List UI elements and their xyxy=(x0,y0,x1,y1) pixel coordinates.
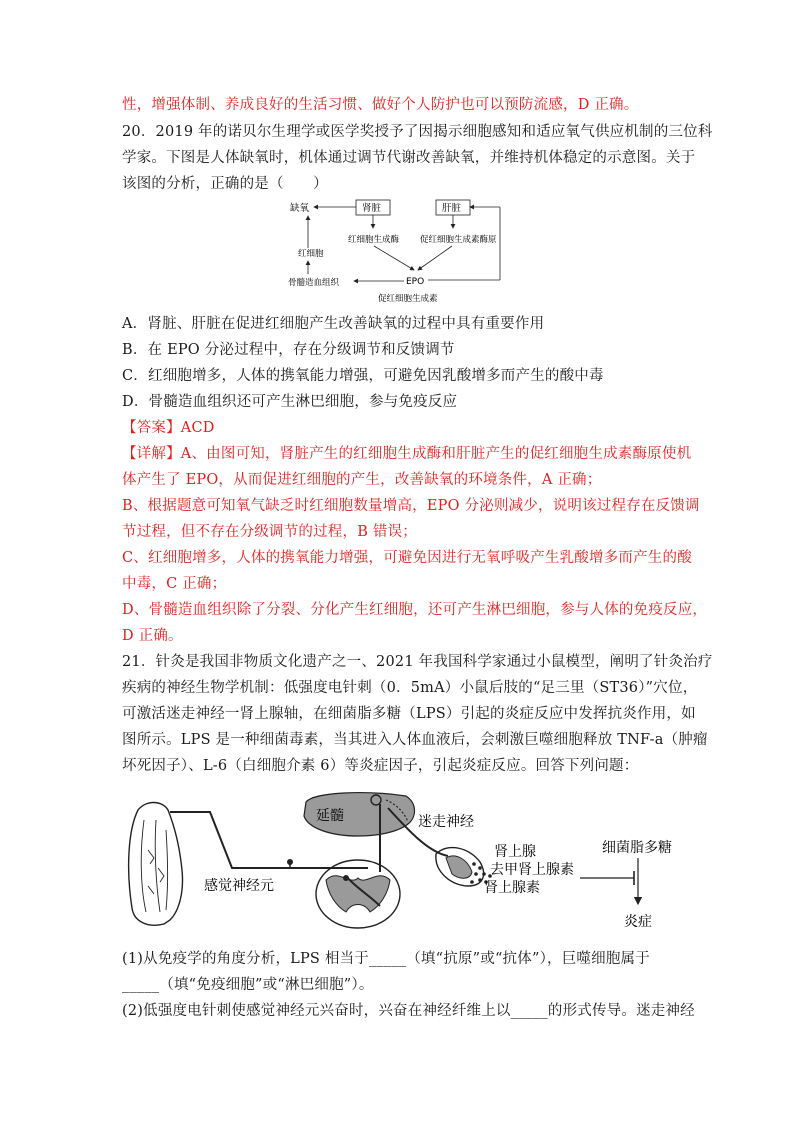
option-c: C．红细胞增多，人体的携氧能力增强，可避免因乳酸增多而产生的酸中毒 xyxy=(122,368,604,384)
vagus-label: 迷走神经 xyxy=(418,814,474,830)
explanation-line: D 正确。 xyxy=(122,628,183,644)
text-line: 该图的分析，正确的是（ ） xyxy=(122,176,328,192)
option-b: B．在 EPO 分泌过程中，存在分级调节和反馈调节 xyxy=(122,342,455,358)
sensory-neuron-label: 感觉神经元 xyxy=(204,878,274,894)
explanation-line: 体产生了 EPO，从而促进红细胞的产生，改善缺氧的环境条件，A 正确； xyxy=(122,472,602,488)
text-line: 性，增强体制、养成良好的生活习惯、做好个人防护也可以预防流感，D 正确。 xyxy=(122,97,639,113)
text-line: 可激活迷走神经一肾上腺轴，在细菌脂多糖（LPS）引起的炎症反应中发挥抗炎作用，如 xyxy=(122,706,696,722)
explanation-line: 节过程，但不存在分级调节的过程，B 错误； xyxy=(122,524,417,540)
rbc-label: 红细胞 xyxy=(298,249,324,259)
text-line: _____（填“免疫细胞”或“淋巴细胞”）。 xyxy=(122,977,374,993)
noradrenaline-label: 去甲肾上腺素 xyxy=(490,862,574,878)
text-line: 疾病的神经生物学机制：低强度电针刺（0．5mA）小鼠后肢的“足三里（ST36）”穴位， xyxy=(122,680,698,696)
question-20-stem: 20．2019 年的诺贝尔生理学或医学奖授予了因揭示细胞感知和适应氧气供应机制的三位科 xyxy=(122,124,713,140)
sub-question-1: (1)从免疫学的角度分析，LPS 相当于_____（填“抗原”或“抗体”），巨噬细胞属于 xyxy=(122,951,650,967)
option-a: A．肾脏、肝脏在促进红细胞产生改善缺氧的过程中具有重要作用 xyxy=(122,316,545,332)
text-line: 坏死因子）、L-6（白细胞介素 6）等炎症因子，引起炎症反应。回答下列问题： xyxy=(122,758,639,774)
vagus-adrenal-axis-diagram xyxy=(118,790,698,942)
gray-matter xyxy=(326,876,390,912)
explanation-line: 【详解】A、由图可知，肾脏产生的红细胞生成酶和肝脏产生的促红细胞生成素酶原使机 xyxy=(122,446,692,462)
sub-question-2: (2)低强度电针刺使感觉神经元兴奋时，兴奋在神经纤维上以_____的形式传导。迷走神经 xyxy=(122,1003,695,1019)
lps-label: 细菌脂多糖 xyxy=(602,840,672,856)
epo-zymogen-label: 促红细胞生成素酶原 xyxy=(420,235,497,245)
text-line: 学家。下图是人体缺氧时，机体通过调节代谢改善缺氧，并维持机体稳定的示意图。关于 xyxy=(122,150,696,166)
text-line: 图所示。LPS 是一种细菌毒素，当其进入人体血液后，会刺激巨噬细胞释放 TNF-a（肿瘤 xyxy=(122,732,708,748)
answer-line: 【答案】ACD xyxy=(122,420,215,436)
adrenaline-label: 肾上腺素 xyxy=(484,880,540,896)
hypoxia-label: 缺氧 xyxy=(290,203,310,214)
question-21-stem: 21．针灸是我国非物质文化遗产之一、2021 年我国科学家通过小鼠模型，阐明了针灸治疗 xyxy=(122,654,713,670)
liver-label: 肝脏 xyxy=(442,203,462,214)
explanation-line: D、骨髓造血组织除了分裂、分化产生红细胞，还可产生淋巴细胞，参与人体的免疫反应， xyxy=(122,602,708,618)
kidney-label: 肾脏 xyxy=(362,203,382,214)
epo-regulation-diagram xyxy=(286,194,522,306)
option-d: D．骨髓造血组织还可产生淋巴细胞，参与免疫反应 xyxy=(122,394,458,410)
medulla-label: 延髓 xyxy=(316,808,344,824)
explanation-line: 中毒，C 正确； xyxy=(122,576,227,592)
inflammation-label: 炎症 xyxy=(624,914,652,930)
epo-label: EPO xyxy=(406,277,425,287)
rbc-enzyme-label: 红细胞生成酶 xyxy=(348,235,400,245)
adrenal-label: 肾上腺 xyxy=(494,844,536,860)
marrow-label: 骨髓造血组织 xyxy=(288,278,340,288)
explanation-line: C、红细胞增多，人体的携氧能力增强，可避免因进行无氧呼吸产生乳酸增多而产生的酸 xyxy=(122,550,692,566)
epo-caption: 促红细胞生成素 xyxy=(378,294,438,304)
explanation-line: B、根据题意可知氧气缺乏时红细胞数量增高，EPO 分泌则减少，说明该过程存在反馈调 xyxy=(122,498,700,514)
